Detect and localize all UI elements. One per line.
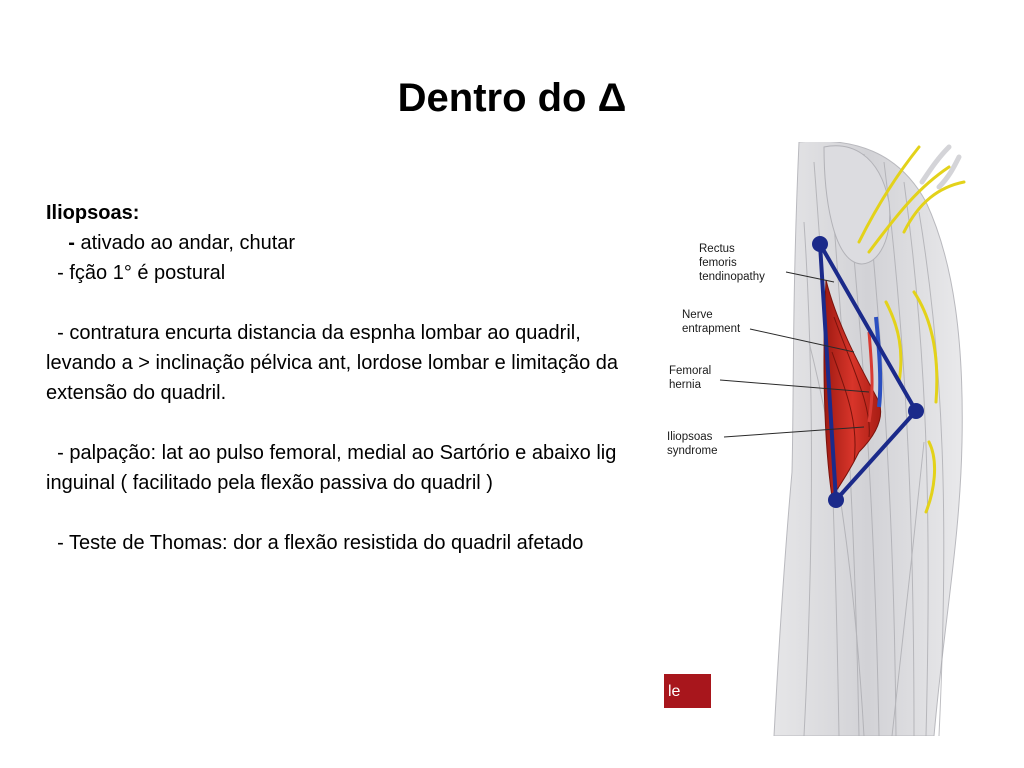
anatomy-illustration [664,142,994,736]
label-nerve: Nerve entrapment [682,309,741,335]
label-hernia: Femoral hernia [669,365,712,391]
bullet-text-2: - fção 1° é postural [57,262,226,284]
paragraph-thomas-text: - Teste de Thomas: dor a flexão resistida do quadril afetado [57,532,584,554]
badge-text: le [668,683,681,700]
heading-iliopsoas: Iliopsoas: [46,202,140,224]
triangle-vertex-right [908,403,924,419]
slide-body [46,198,626,558]
paragraph-palpacao [46,438,626,498]
triangle-vertex-bottom [828,492,844,508]
paragraph-contratura [46,318,626,408]
triangle-vertex-top [812,236,828,252]
slide-title: Dentro do Δ [397,76,627,120]
bullet-marker: - [68,232,75,254]
anatomy-figure [664,142,994,736]
paragraph-thomas [46,528,626,558]
paragraph-contratura-text: - contratura encurta distancia da espnha lombar ao quadril, levando a > inclinação pélvica ant, lordose lombar e limitação da extensão do quadril. [46,322,624,404]
label-iliopsoas: Iliopsoas syndrome [667,431,718,457]
paragraph-palpacao-text: - palpação: lat ao pulso femoral, medial ao Sartório e abaixo lig inguinal ( facilitado pela flexão passiva do quadril ) [46,442,622,494]
bullet-text-1: ativado ao andar, chutar [74,232,296,254]
bullet-line-1 [46,228,626,258]
bullet-line-2 [46,258,626,288]
label-rectus: Rectus femoris tendinopathy [699,243,765,283]
